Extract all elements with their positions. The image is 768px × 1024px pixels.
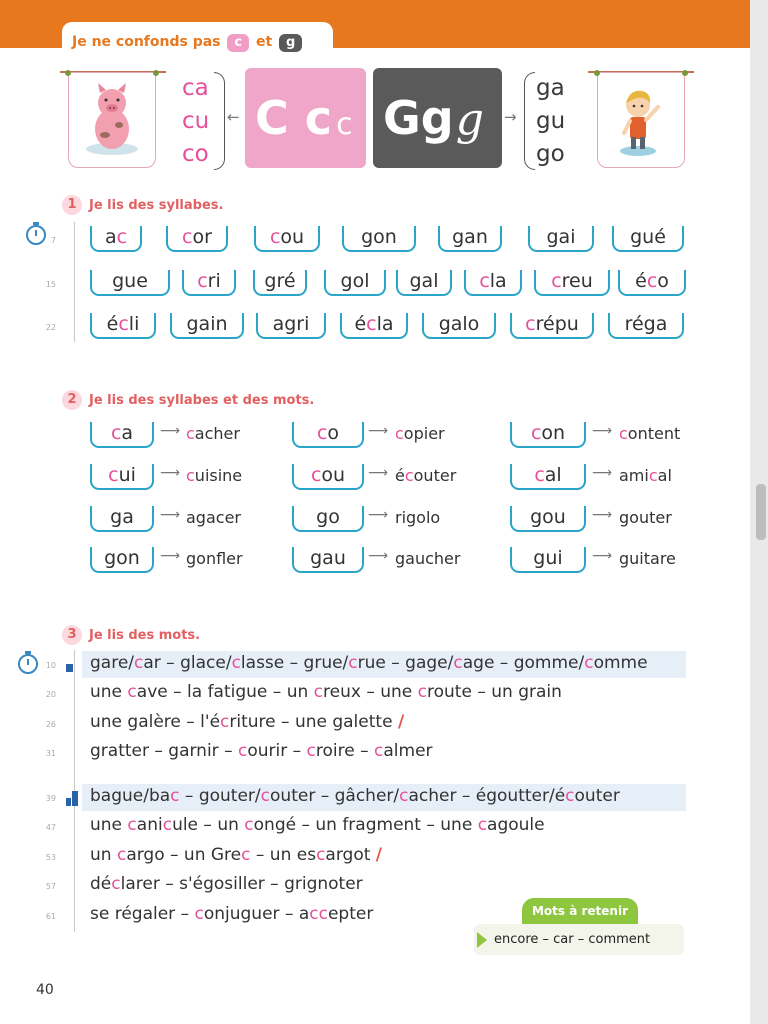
line-number: 31 [45, 749, 56, 758]
text-segment: acher [194, 424, 240, 443]
text-segment: gon [104, 547, 140, 569]
syllable-box [166, 226, 228, 252]
text-segment: almer [383, 741, 433, 761]
syllable-box [612, 226, 684, 252]
text-segment: rue – gage/ [357, 653, 454, 673]
syllable-box [90, 270, 170, 296]
text-segment: o [657, 270, 669, 292]
text-segment: a [104, 226, 117, 248]
text-segment: gratter – garnir – [90, 741, 238, 761]
c-syllable: co [182, 141, 209, 167]
text-segment: age – gomme/ [462, 653, 585, 673]
text-segment: – un es [250, 845, 317, 865]
script-g: g [455, 94, 484, 145]
text-segment: gue [112, 270, 148, 292]
right-arrow-icon: ⟶ [160, 548, 181, 564]
text-segment: é [635, 270, 647, 292]
text-segment: epter [327, 904, 374, 924]
syllable-box [90, 506, 154, 532]
syllable-box [182, 270, 236, 296]
syllable-box [528, 226, 594, 252]
highlighted-letter: c [565, 786, 575, 806]
text-segment: larer – s'égosiller – grignoter [120, 874, 363, 894]
right-arrow-icon: ⟶ [368, 423, 389, 439]
g-syllable: go [536, 141, 565, 167]
syllable-box [292, 464, 364, 490]
letter-g-panel [373, 68, 502, 168]
text-segment: galo [438, 313, 480, 335]
letter-c-panel [245, 68, 366, 168]
line-number: 57 [45, 882, 56, 891]
text-segment: se régaler – [90, 904, 195, 924]
example-word [619, 466, 672, 485]
text-segment: li [128, 313, 140, 335]
right-arrow-icon: ⟶ [592, 507, 613, 523]
line-number: 61 [45, 912, 56, 921]
syllable-box [510, 506, 586, 532]
word-line [90, 815, 545, 835]
highlighted-letter: c [619, 424, 628, 443]
text-segment: guitare [619, 549, 676, 568]
highlighted-letter: c [534, 464, 545, 486]
example-word [619, 508, 672, 527]
g-syllables [536, 72, 565, 171]
syllable-box [510, 422, 586, 448]
text-segment: ule – un [172, 815, 245, 835]
level-marker-icon [66, 664, 73, 672]
highlighted-letter: cc [309, 904, 328, 924]
highlighted-letter: c [118, 313, 129, 335]
text-segment: ou [280, 226, 305, 248]
text-segment: gonfler [186, 549, 243, 568]
highlighted-letter: c [237, 741, 248, 761]
syllable-box [256, 313, 326, 339]
highlighted-letter: c [108, 464, 119, 486]
syllable-box [90, 464, 154, 490]
highlighted-letter: c [374, 741, 384, 761]
syllable-box [618, 270, 686, 296]
syllable-box [292, 547, 364, 573]
highlighted-letter: c [551, 270, 562, 292]
c-brace [214, 72, 225, 170]
line-number: 7 [50, 236, 56, 245]
title-prefix: Je ne confonds pas [72, 34, 221, 50]
text-segment: roire – [315, 741, 375, 761]
text-segment: acher – égoutter/é [408, 786, 566, 806]
text-segment: gare/ [90, 653, 135, 673]
g-syllable: ga [536, 75, 565, 101]
highlighted-letter: c [244, 815, 254, 835]
example-word [395, 508, 440, 527]
text-segment: ui [118, 464, 136, 486]
syllable-box [534, 270, 610, 296]
highlighted-letter: c [186, 466, 195, 485]
highlighted-letter: c [313, 682, 324, 702]
text-segment: ou [321, 464, 346, 486]
word-line [90, 682, 562, 702]
word-line [90, 845, 382, 865]
highlighted-letter: c [366, 313, 377, 335]
highlighted-letter: c [110, 422, 122, 444]
highlighted-letter: c [182, 226, 193, 248]
section3-number: 3 [62, 625, 82, 645]
highlighted-letter: c [525, 313, 536, 335]
text-segment: une galère – l'é [90, 712, 221, 732]
highlighted-letter: c [453, 653, 463, 673]
example-word [186, 466, 242, 485]
big-lower-c: c [304, 91, 333, 145]
example-word [186, 549, 243, 568]
text-segment: ga [110, 506, 134, 528]
highlighted-letter: c [116, 226, 128, 248]
syllable-box [396, 270, 452, 296]
highlighted-letter: c [197, 270, 208, 292]
chip-letter-c: c [227, 34, 249, 52]
red-slash-mark: / [375, 845, 383, 865]
example-word [395, 466, 456, 485]
syllable-box [422, 313, 496, 339]
example-word [619, 424, 680, 443]
section2-number: 2 [62, 390, 82, 410]
text-segment: gué [630, 226, 666, 248]
text-segment: gou [530, 506, 566, 528]
text-segment: é [395, 466, 405, 485]
highlighted-letter: c [170, 786, 180, 806]
text-segment: dé [90, 874, 112, 894]
text-segment: ar – glace/ [143, 653, 232, 673]
highlighted-letter: c [269, 226, 281, 248]
highlighted-letter: c [399, 786, 409, 806]
text-segment: outer [413, 466, 457, 485]
right-arrow-icon: ⟶ [160, 507, 181, 523]
line-number: 26 [45, 720, 56, 729]
text-segment: route – un grain [427, 682, 562, 702]
right-arrow-icon: ⟶ [160, 465, 181, 481]
line-number: 39 [45, 794, 56, 803]
highlighted-letter: c [477, 815, 488, 835]
lesson-title [72, 34, 304, 52]
text-segment: ani [136, 815, 163, 835]
highlighted-letter: c [584, 653, 594, 673]
c-syllable: cu [182, 108, 210, 134]
highlighted-letter: c [241, 845, 251, 865]
highlighted-letter: c [316, 422, 328, 444]
text-segment: outer [574, 786, 620, 806]
word-line [90, 786, 620, 806]
line-number: 10 [45, 661, 56, 670]
syllable-box [510, 464, 586, 490]
line-number: 53 [45, 853, 56, 862]
word-line [90, 741, 433, 761]
text-segment: o [327, 422, 340, 444]
small-c: c [336, 107, 353, 142]
title-connector: et [255, 34, 273, 50]
word-line [90, 874, 363, 894]
syllable-box [253, 270, 307, 296]
text-segment: gré [264, 270, 296, 292]
c-syllable: ca [182, 75, 209, 101]
example-word [619, 549, 676, 568]
text-segment: ourir – [247, 741, 307, 761]
line-number: 22 [45, 323, 56, 332]
syllable-box [90, 313, 156, 339]
highlighted-letter: c [404, 466, 414, 485]
text-segment: gain [186, 313, 228, 335]
highlighted-letter: c [186, 424, 195, 443]
page-number: 40 [36, 982, 54, 998]
text-segment: gau [310, 547, 346, 569]
text-segment: é [354, 313, 367, 335]
right-arrow-icon: → [504, 108, 517, 126]
level-marker-icon [72, 791, 78, 806]
big-upper-c: C [255, 91, 289, 145]
highlighted-letter: c [530, 422, 542, 444]
highlighted-letter: c [162, 815, 173, 835]
syllable-box [292, 422, 364, 448]
g-syllable: gu [536, 108, 566, 134]
highlighted-letter: c [316, 845, 326, 865]
text-segment: réga [624, 313, 668, 335]
highlighted-letter: c [395, 424, 404, 443]
text-segment: gaucher [395, 549, 461, 568]
syllable-box [170, 313, 244, 339]
highlighted-letter: c [260, 786, 271, 806]
example-word [186, 508, 241, 527]
example-word [395, 549, 460, 568]
text-segment: gui [533, 547, 563, 569]
text-segment: opier [403, 424, 445, 443]
syllable-box [608, 313, 684, 339]
text-segment: reu [561, 270, 593, 292]
text-segment: gol [340, 270, 370, 292]
highlighted-letter: c [134, 653, 144, 673]
right-arrow-icon: ⟶ [592, 465, 613, 481]
text-segment: al [544, 464, 562, 486]
right-arrow-icon: ⟶ [368, 465, 389, 481]
text-segment: reux – une [323, 682, 418, 702]
highlighted-letter: c [111, 874, 121, 894]
section2-title: Je lis des syllabes et des mots. [89, 393, 315, 408]
highlighted-letter: c [310, 464, 322, 486]
text-segment: argo – un Gre [126, 845, 242, 865]
word-line [90, 712, 404, 732]
syllable-box [254, 226, 320, 252]
text-segment: on [541, 422, 566, 444]
big-upper-g: G [383, 91, 421, 145]
text-segment: lasse – grue/ [240, 653, 349, 673]
syllable-box [510, 547, 586, 573]
pig-picture [68, 72, 156, 168]
highlighted-letter: c [127, 682, 137, 702]
text-segment: agri [272, 313, 310, 335]
highlighted-letter: c [194, 904, 204, 924]
syllable-box [90, 226, 142, 252]
text-segment: go [316, 506, 340, 528]
syllable-box [292, 506, 364, 532]
section1-title: Je lis des syllabes. [89, 198, 224, 213]
left-arrow-icon: ← [227, 108, 240, 126]
syllable-box [510, 313, 594, 339]
text-segment: al [657, 466, 672, 485]
g-brace [524, 72, 535, 170]
level-marker-icon [66, 798, 71, 806]
line-number: 15 [45, 280, 56, 289]
text-segment: une [90, 815, 128, 835]
highlighted-letter: c [479, 270, 490, 292]
text-segment: – gouter/ [179, 786, 261, 806]
syllable-box [90, 422, 154, 448]
example-word [395, 424, 445, 443]
text-segment: la [376, 313, 394, 335]
syllable-box [438, 226, 502, 252]
section3-title: Je lis des mots. [89, 628, 201, 643]
section1-number: 1 [62, 195, 82, 215]
text-segment: agoule [487, 815, 545, 835]
syllable-box [324, 270, 386, 296]
syllable-box [90, 547, 154, 573]
text-segment: omme [593, 653, 648, 673]
line-number: 20 [45, 690, 56, 699]
text-segment: ri [207, 270, 221, 292]
right-arrow-icon: ⟶ [368, 548, 389, 564]
word-line [90, 653, 648, 673]
big-lower-g: g [420, 91, 454, 145]
text-segment: une [90, 682, 128, 702]
text-segment: gan [452, 226, 488, 248]
text-segment: bague/ba [90, 786, 171, 806]
syllable-box [340, 313, 408, 339]
text-segment: ontent [627, 424, 681, 443]
section1-margin-line [74, 222, 75, 342]
text-segment: argot [325, 845, 376, 865]
word-line [90, 904, 373, 924]
text-segment: gouter [619, 508, 672, 527]
mots-a-retenir-tab: Mots à retenir [522, 898, 638, 924]
highlighted-letter: c [417, 682, 428, 702]
text-segment: répu [535, 313, 579, 335]
text-segment: la [489, 270, 507, 292]
red-slash-mark: / [397, 712, 405, 732]
text-segment: outer – gâcher/ [270, 786, 400, 806]
text-segment: uisine [194, 466, 243, 485]
chip-letter-g: g [279, 34, 302, 52]
c-syllables [182, 72, 209, 171]
text-segment: ami [619, 466, 649, 485]
highlighted-letter: c [646, 270, 658, 292]
highlighted-letter: c [231, 653, 241, 673]
right-arrow-icon: ⟶ [368, 507, 389, 523]
pig-icon [69, 73, 155, 167]
highlighted-letter: c [306, 741, 316, 761]
text-segment: a [121, 422, 134, 444]
highlighted-letter: c [348, 653, 358, 673]
text-segment: gal [409, 270, 439, 292]
text-segment: gon [361, 226, 397, 248]
text-segment: ave – la fatigue – un [136, 682, 314, 702]
text-segment: onjuguer – a [203, 904, 310, 924]
text-segment: ongé – un fragment – une [253, 815, 478, 835]
right-arrow-icon: ⟶ [592, 423, 613, 439]
scrollbar-thumb[interactable] [756, 484, 766, 540]
boy-picture [597, 72, 685, 168]
highlighted-letter: c [116, 845, 127, 865]
highlighted-letter: c [648, 466, 658, 485]
text-segment: rigolo [395, 508, 441, 527]
syllable-box [342, 226, 416, 252]
right-arrow-icon: ⟶ [160, 423, 181, 439]
text-segment: gai [546, 226, 576, 248]
boy-icon [598, 73, 684, 167]
right-arrow-icon: ⟶ [592, 548, 613, 564]
text-segment: agacer [186, 508, 241, 527]
text-segment: riture – une galette [229, 712, 398, 732]
highlighted-letter: c [220, 712, 230, 732]
text-segment: or [192, 226, 212, 248]
text-segment: é [106, 313, 119, 335]
example-word [186, 424, 240, 443]
syllable-box [464, 270, 522, 296]
highlighted-letter: c [127, 815, 137, 835]
mots-a-retenir-box: encore – car – comment [474, 924, 684, 955]
text-segment: un [90, 845, 117, 865]
line-number: 47 [45, 823, 56, 832]
